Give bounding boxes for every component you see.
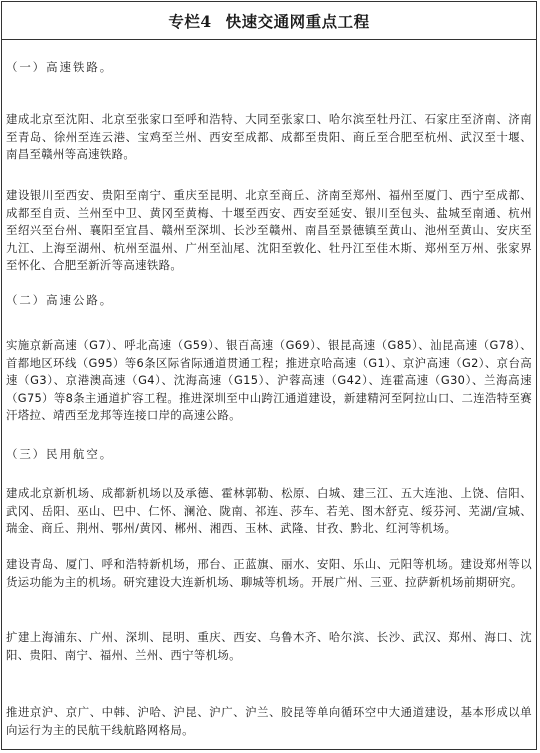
aviation-paragraph-2: 建设青岛、厦门、呼和浩特新机场，邢台、正蓝旗、丽水、安阳、乐山、元阳等机场。建设郑州等以货运功能为主的机场。研究建设大连新机场、聊城等机场。开展广州、三亚、拉萨新机场前期研究。 [6, 557, 532, 589]
aviation-paragraph-1: 建成北京新机场、成都新机场以及承德、霍林郭勒、松原、白城、建三江、五大连池、上饶、信阳、武冈、岳阳、巫山、巴中、仁怀、澜沧、陇南、祁连、莎车、若羌、图木舒克、绥芬河、芜湖/宣城、瑞金、商丘、荆州、鄂州/黄冈、郴州、湘西、玉林、武隆、甘孜、黔北、红河等机场。 [6, 486, 532, 536]
box-title-label: 专栏4 [168, 11, 212, 31]
aviation-paragraph-4: 推进京沪、京广、中韩、沪哈、沪昆、沪广、沪兰、胶昆等单向循环空中大通道建设，基本形成以单向运行为主的民航干线航路网格局。 [6, 705, 532, 737]
box-title-text: 快速交通网重点工程 [225, 11, 370, 31]
rail-paragraph-2: 建设银川至西安、贵阳至南宁、重庆至昆明、北京至商丘、济南至郑州、福州至厦门、西宁至成都、成都至自贡、兰州至中卫、黄冈至黄梅、十堰至西安、西安至延安、银川至包头、盐城至南通、杭州至绍兴至台州、襄阳至宜昌、赣州至深圳、长沙至赣州、南昌至景德镇至黄山、池州至黄山、安庆至九江、上海至湖州、杭州至温州、广州至汕尾、沈阳至敦化、牡丹江至佳木斯、郑州至万州、张家界至怀化、合肥至新沂等高速铁路。 [6, 188, 532, 273]
feature-box [1, 1, 537, 750]
section-heading-highway: （二）高速公路。 [6, 293, 114, 307]
section-heading-aviation: （三）民用航空。 [6, 447, 114, 461]
box-content [2, 40, 536, 749]
highway-paragraph-1: 实施京新高速（G7）、呼北高速（G59）、银百高速（G69）、银昆高速（G85）、汕昆高速（G78）、首都地区环线（G95）等6条区际省际通道贯通工程；推进京哈高速（G1）、京沪高速（G2）、京台高速（G3）、京港澳高速（G4）、沈海高速（G15）、沪蓉高速（G42）、连霍高速（G30）、兰海高速（G75）等8条主通道扩容工程。推进深圳至中山跨江通道建设，新建精河至阿拉山口、二连浩特至赛汗塔拉、靖西至龙邦等连接口岸的高速公路。 [6, 338, 532, 423]
box-title [2, 2, 536, 40]
aviation-paragraph-3: 扩建上海浦东、广州、深圳、昆明、重庆、西安、乌鲁木齐、哈尔滨、长沙、武汉、郑州、海口、沈阳、贵阳、南宁、福州、兰州、西宁等机场。 [6, 630, 532, 662]
rail-paragraph-1: 建成北京至沈阳、北京至张家口至呼和浩特、大同至张家口、哈尔滨至牡丹江、石家庄至济南、济南至青岛、徐州至连云港、宝鸡至兰州、西安至成都、成都至贵阳、商丘至合肥至杭州、武汉至十堰、南昌至赣州等高速铁路。 [6, 112, 532, 162]
section-heading-rail: （一）高速铁路。 [6, 60, 114, 74]
